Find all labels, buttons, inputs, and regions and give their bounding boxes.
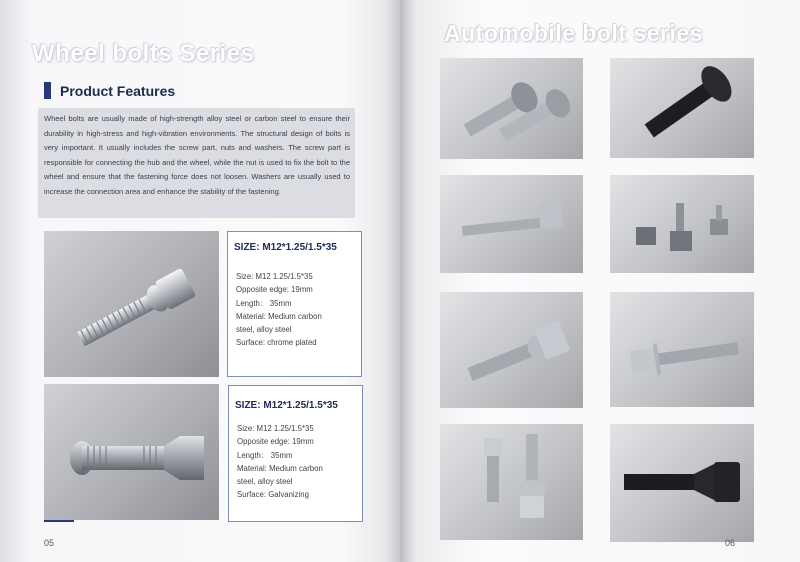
spec-size-title: SIZE: M12*1.25/1.5*35	[234, 242, 337, 253]
page-number-right: 06	[725, 538, 736, 548]
heading-accent-bar	[44, 82, 51, 99]
bolt-photo-studs	[440, 58, 583, 159]
bolt-photo-chrome-hex-bolt	[440, 292, 583, 408]
right-page	[400, 0, 800, 562]
spec-list	[236, 270, 322, 350]
page-number-left: 05	[44, 538, 55, 548]
product-features-heading	[44, 82, 175, 99]
spec-card-1	[227, 231, 362, 377]
spec-length: Length： 35mm	[236, 298, 292, 308]
bolt-photo-black-cone-bolt	[610, 424, 754, 542]
product-description: Wheel bolts are usually made of high-strength alloy steel or carbon steel to ensure their durability in high-stress and high-vibration environments. The structural design of bolts is very important. It usually includes the screw part, nuts and washers. The screw part is responsible for connecting the hub and the wheel, while the nut is used to fix the bolt to the wheel and ensure that the fastening force does not loosen. Washers are usually used to increase the connection area and enhance the stability of the fastening.	[38, 108, 355, 218]
spec-size: Size: M12 1.25/1.5*35	[236, 272, 313, 281]
spec-card-2	[228, 385, 363, 522]
spec-material: Material: Medium carbon	[236, 311, 322, 321]
spec-material: Material: Medium carbon	[237, 463, 323, 473]
spec-size-title: SIZE: M12*1.25/1.5*35	[235, 400, 338, 411]
spec-surface: Surface: chrome plated	[236, 338, 317, 348]
bolt-photo-flange-bolts	[610, 175, 754, 273]
spec-material-cont: steel, alloy steel	[236, 325, 292, 335]
section-title: Product Features	[60, 82, 176, 99]
bolt-photo-flange-hex-bolt	[610, 292, 754, 407]
spec-list	[237, 422, 323, 502]
spec-surface: Surface: Galvanizing	[237, 490, 309, 500]
spec-opposite-edge: Opposite edge: 19mm	[237, 437, 314, 447]
spec-size: Size: M12 1.25/1.5*35	[237, 424, 314, 433]
spec-opposite-edge: Opposite edge: 19mm	[236, 285, 313, 295]
bolt-photo-ball-seat-bolts	[440, 424, 583, 540]
spec-length: Length： 35mm	[237, 450, 293, 460]
right-watermark-title: Automobile bolt series	[444, 20, 703, 46]
product-photo-galvanized-bolt	[44, 384, 219, 520]
spec-material-cont: steel, alloy steel	[237, 477, 293, 487]
left-watermark-title: Wheel bolts Series	[32, 40, 255, 67]
bolt-photo-black-stud	[610, 58, 754, 158]
product-photo-chrome-bolt	[44, 231, 219, 377]
bolt-photo-long-nut-bolt	[440, 175, 583, 273]
page-accent-bar	[44, 520, 74, 522]
